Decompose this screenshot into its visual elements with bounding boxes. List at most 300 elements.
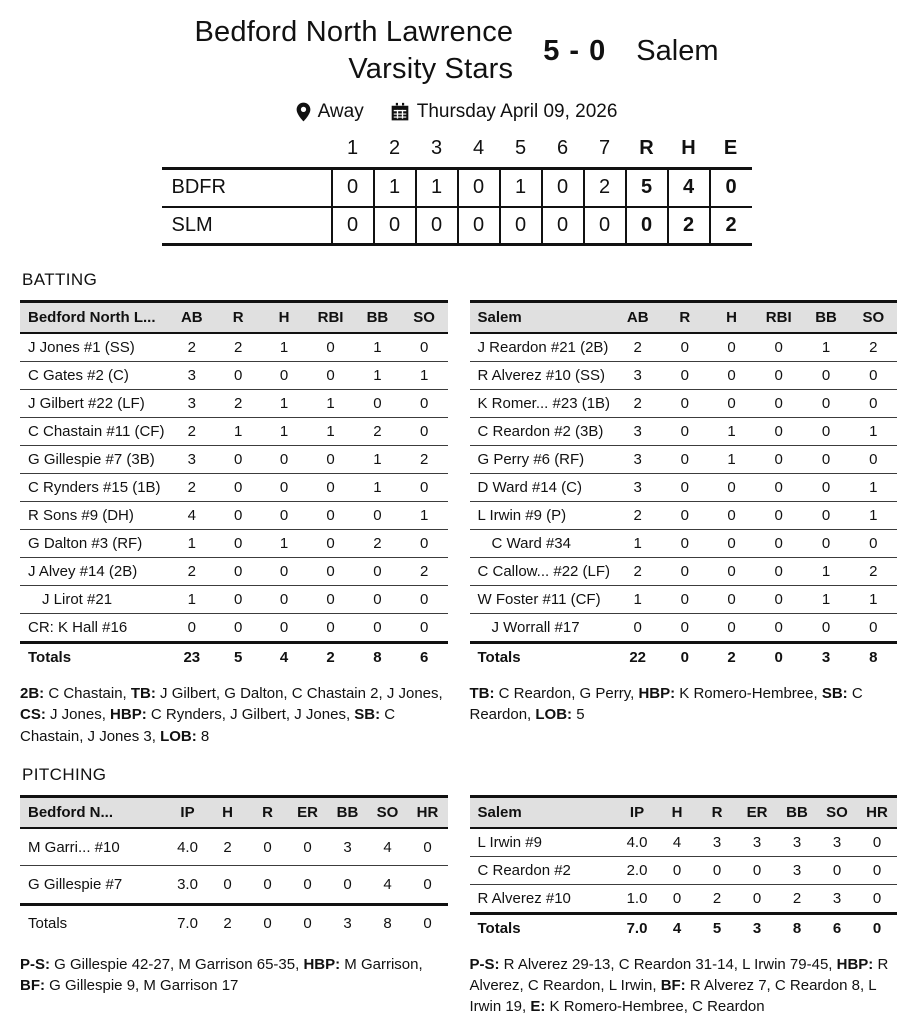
note-label: HBP: [638, 685, 676, 702]
player-name-cell: G Dalton #3 (RF) [20, 530, 168, 558]
stat-col-header: BB [328, 796, 368, 828]
pitching-grid [20, 795, 897, 1018]
stat-col-header: AB [168, 302, 215, 334]
note-label: BF: [660, 977, 686, 995]
player-name-cell: J Reardon #21 (2B) [470, 333, 615, 362]
stat-col-header: H [657, 796, 697, 828]
player-name-cell: C Chastain #11 (CF) [20, 418, 168, 446]
stat-col-header: H [708, 302, 755, 334]
player-name-cell: M Garri... #10 [20, 828, 168, 866]
stat-col-header: SO [817, 796, 857, 828]
stat-cell: 0 [802, 390, 849, 418]
stat-col-header: R [697, 796, 737, 828]
stat-cell: 0 [857, 856, 897, 884]
stat-cell: 1 [802, 558, 849, 586]
stat-cell: 0 [755, 362, 802, 390]
stat-col-header: AB [614, 302, 661, 334]
stat-cell: 0 [755, 446, 802, 474]
stat-cell: 0 [661, 390, 708, 418]
stat-col-header: BB [354, 302, 401, 334]
stat-cell: 0 [354, 558, 401, 586]
stat-cell: 0 [708, 333, 755, 362]
stat-cell: 0 [661, 333, 708, 362]
stat-cell: 2 [168, 333, 215, 362]
stat-cell: 1 [354, 362, 401, 390]
note-label: TB: [130, 685, 156, 702]
table-row [470, 390, 898, 418]
stat-cell: 0 [215, 586, 261, 614]
player-name-cell: L Irwin #9 (P) [470, 502, 615, 530]
final-score: 5 - 0 [543, 34, 607, 67]
linescore-col-header: 5 [500, 137, 542, 169]
totals-stat-cell: 0 [857, 913, 897, 942]
totals-stat-cell: 2 [208, 904, 248, 942]
stat-cell: 0 [215, 502, 261, 530]
stat-cell: 1 [215, 418, 261, 446]
stat-cell: 1 [354, 446, 401, 474]
totals-stat-cell: 4 [261, 643, 307, 672]
note-label: TB: [469, 685, 495, 702]
linescore-cell: 0 [500, 207, 542, 245]
player-name-cell: G Gillespie #7 [20, 866, 168, 904]
table-row [470, 884, 898, 913]
stat-cell: 2 [697, 884, 737, 913]
stat-cell: 0 [248, 828, 288, 866]
stat-cell: 0 [408, 828, 448, 866]
stat-cell: 3 [737, 828, 777, 857]
player-name-cell: C Gates #2 (C) [20, 362, 168, 390]
totals-stat-cell: 8 [850, 643, 897, 672]
stat-cell: 4 [368, 828, 408, 866]
table-row [20, 828, 448, 866]
stat-cell: 1 [850, 418, 897, 446]
stat-cell: 0 [708, 614, 755, 643]
stat-cell: 0 [850, 362, 897, 390]
stat-cell: 0 [307, 614, 354, 643]
stat-cell: 2 [614, 333, 661, 362]
stat-table-head [470, 302, 898, 334]
game-header [0, 0, 913, 123]
stat-cell: 0 [857, 884, 897, 913]
stat-cell: 0 [755, 390, 802, 418]
stat-cell: 0 [661, 474, 708, 502]
stat-cell: 1 [850, 586, 897, 614]
stat-col-header: RBI [755, 302, 802, 334]
stat-cell: 0 [708, 586, 755, 614]
stat-col-header: R [215, 302, 261, 334]
stat-cell: 0 [661, 418, 708, 446]
totals-row [20, 904, 448, 942]
stat-cell: 0 [168, 614, 215, 643]
stat-cell: 3 [614, 418, 661, 446]
stat-cell: 0 [755, 586, 802, 614]
stat-col-header: R [661, 302, 708, 334]
linescore-col-header: 3 [416, 137, 458, 169]
table-row [470, 446, 898, 474]
stat-cell: 0 [261, 362, 307, 390]
stat-cell: 3 [777, 828, 817, 857]
stat-table-body [20, 333, 448, 671]
stat-cell: 3 [614, 362, 661, 390]
stat-table-head [20, 302, 448, 334]
stat-cell: 0 [215, 446, 261, 474]
totals-stat-cell: 2 [307, 643, 354, 672]
totals-stat-cell: 0 [661, 643, 708, 672]
stat-cell: 0 [307, 362, 354, 390]
stat-cell: 0 [755, 418, 802, 446]
totals-stat-cell: 5 [215, 643, 261, 672]
team-header-cell: Salem [470, 302, 615, 334]
stat-cell: 0 [401, 333, 448, 362]
linescore-header-row [162, 137, 752, 169]
player-name-cell: J Worrall #17 [470, 614, 615, 643]
stat-table-body [470, 828, 898, 942]
note-label: E: [530, 998, 546, 1016]
stat-cell: 2.0 [617, 856, 657, 884]
stat-cell: 2 [354, 418, 401, 446]
stat-cell: 1 [614, 586, 661, 614]
stat-cell: 0 [755, 474, 802, 502]
team-header-cell: Bedford North L... [20, 302, 168, 334]
stat-cell: 0 [208, 866, 248, 904]
linescore-col-header: 1 [332, 137, 374, 169]
linescore-cell: 0 [458, 169, 500, 207]
location-pin-icon [296, 102, 311, 122]
date-label: Thursday April 09, 2026 [416, 101, 618, 122]
player-name-cell: C Ward #34 [470, 530, 615, 558]
stat-cell: 0 [307, 502, 354, 530]
stat-col-header: SO [368, 796, 408, 828]
totals-label-cell: Totals [20, 904, 168, 942]
stat-cell: 0 [261, 614, 307, 643]
linescore-cell: 1 [416, 169, 458, 207]
note-label: 2B: [20, 685, 45, 702]
totals-stat-cell: 4 [657, 913, 697, 942]
player-name-cell: R Sons #9 (DH) [20, 502, 168, 530]
batting-table-away [20, 300, 448, 671]
player-name-cell: L Irwin #9 [470, 828, 618, 857]
stat-col-header: ER [288, 796, 328, 828]
stat-cell: 0 [401, 614, 448, 643]
linescore-cell: 4 [668, 169, 710, 207]
stat-col-header: H [208, 796, 248, 828]
linescore-col-header: E [710, 137, 752, 169]
stat-cell: 0 [737, 884, 777, 913]
stat-cell: 0 [261, 474, 307, 502]
table-row [470, 856, 898, 884]
stat-cell: 1 [401, 362, 448, 390]
stat-cell: 1 [261, 418, 307, 446]
linescore-cell: 0 [542, 169, 584, 207]
pitching-notes-home: P-S: R Alverez 29-13, C Reardon 31-14, L Irwin 79-45, HBP: R Alverez, C Reardon, L Irwin, BF: R Alverez 7, C Reardon 8, L Irwin 19, E: K Romero-Hembree, C Reardon [469, 955, 889, 1016]
stat-cell: 4 [657, 828, 697, 857]
stat-cell: 3 [777, 856, 817, 884]
stat-cell: 0 [697, 856, 737, 884]
table-row [20, 866, 448, 904]
linescore-cell: 0 [710, 169, 752, 207]
stat-col-header: ER [737, 796, 777, 828]
totals-label-cell: Totals [470, 913, 618, 942]
stat-cell: 3 [697, 828, 737, 857]
totals-stat-cell: 6 [817, 913, 857, 942]
stat-cell: 0 [661, 502, 708, 530]
stat-cell: 2 [168, 558, 215, 586]
stat-cell: 3 [168, 362, 215, 390]
stat-cell: 3 [817, 828, 857, 857]
stat-cell: 2 [354, 530, 401, 558]
stat-cell: 0 [755, 614, 802, 643]
stat-table-body [20, 828, 448, 942]
totals-stat-cell: 0 [408, 904, 448, 942]
totals-stat-cell: 3 [737, 913, 777, 942]
stat-header-row [20, 796, 448, 828]
home-team-name: Salem [636, 34, 719, 67]
linescore-col-header: 4 [458, 137, 500, 169]
linescore-col-header: 2 [374, 137, 416, 169]
stat-cell: 0 [307, 474, 354, 502]
stat-cell: 0 [401, 586, 448, 614]
note-label: P-S: [469, 955, 500, 973]
stat-cell: 1 [708, 418, 755, 446]
table-row [470, 558, 898, 586]
away-team-name-line1: Bedford North Lawrence [194, 16, 514, 48]
stat-cell: 3 [614, 474, 661, 502]
note-label: SB: [821, 685, 848, 702]
stat-cell: 0 [708, 502, 755, 530]
stat-cell: 0 [354, 614, 401, 643]
stat-cell: 0 [661, 362, 708, 390]
stat-cell: 0 [354, 502, 401, 530]
stat-cell: 2 [208, 828, 248, 866]
stat-cell: 3 [168, 446, 215, 474]
stat-cell: 2 [215, 390, 261, 418]
stat-cell: 2 [777, 884, 817, 913]
player-name-cell: C Reardon #2 [470, 856, 618, 884]
stat-cell: 0 [755, 530, 802, 558]
stat-cell: 0 [755, 558, 802, 586]
stat-cell: 0 [307, 558, 354, 586]
linescore-cell: 0 [416, 207, 458, 245]
stat-col-header: HR [408, 796, 448, 828]
stat-cell: 0 [261, 502, 307, 530]
stat-cell: 1 [261, 530, 307, 558]
totals-stat-cell: 23 [168, 643, 215, 672]
totals-stat-cell: 2 [708, 643, 755, 672]
stat-cell: 1 [307, 390, 354, 418]
stat-cell: 0 [802, 418, 849, 446]
batting-section-label: BATTING [22, 270, 98, 289]
stat-cell: 0 [755, 333, 802, 362]
linescore-table [162, 137, 752, 246]
stat-cell: 0 [817, 856, 857, 884]
linescore-col-header: 6 [542, 137, 584, 169]
linescore-row [162, 207, 752, 245]
pitching-section [0, 765, 913, 1018]
batting-table-home [470, 300, 898, 671]
stat-col-header: RBI [307, 302, 354, 334]
stat-cell: 1 [261, 333, 307, 362]
note-label: LOB: [535, 706, 573, 724]
table-row [20, 333, 448, 362]
pitching-table-away [20, 795, 448, 942]
linescore-cell: 0 [332, 207, 374, 245]
location-label: Away [317, 101, 364, 122]
stat-cell: 4 [368, 866, 408, 904]
table-row [20, 418, 448, 446]
stat-cell: 0 [661, 586, 708, 614]
totals-stat-cell: 8 [368, 904, 408, 942]
linescore-team-col-header [162, 137, 332, 169]
totals-row [470, 643, 898, 672]
stat-cell: 0 [215, 530, 261, 558]
table-row [20, 502, 448, 530]
stat-col-header: IP [617, 796, 657, 828]
totals-stat-cell: 0 [288, 904, 328, 942]
stat-cell: 0 [857, 828, 897, 857]
team-header-cell: Salem [470, 796, 618, 828]
stat-cell: 0 [215, 558, 261, 586]
player-name-cell: G Perry #6 (RF) [470, 446, 615, 474]
stat-cell: 1 [168, 530, 215, 558]
stat-cell: 4.0 [168, 828, 208, 866]
stat-cell: 0 [661, 614, 708, 643]
table-row [20, 530, 448, 558]
stat-table-body [470, 333, 898, 671]
note-label: BF: [20, 977, 45, 995]
batting-notes-away: 2B: C Chastain, TB: J Gilbert, G Dalton, C Chastain 2, J Jones, CS: J Jones, HBP: C Rynders, J Gilbert, J Jones, SB: C Chastain, J Jones 3, LOB: 8 [20, 685, 443, 745]
stat-cell: 0 [288, 866, 328, 904]
stat-cell: 1 [614, 530, 661, 558]
batting-notes-home: TB: C Reardon, G Perry, HBP: K Romero-Hembree, SB: C Reardon, LOB: 5 [469, 685, 863, 724]
stat-cell: 0 [401, 418, 448, 446]
table-row [470, 614, 898, 643]
stat-cell: 2 [614, 558, 661, 586]
stat-cell: 2 [850, 558, 897, 586]
player-name-cell: K Romer... #23 (1B) [470, 390, 615, 418]
totals-stat-cell: 7.0 [617, 913, 657, 942]
totals-row [470, 913, 898, 942]
stat-cell: 1 [261, 390, 307, 418]
linescore-cell: 1 [374, 169, 416, 207]
stat-cell: 0 [307, 530, 354, 558]
stat-cell: 0 [802, 474, 849, 502]
stat-cell: 3 [817, 884, 857, 913]
linescore-cell: 2 [584, 169, 626, 207]
table-row [470, 502, 898, 530]
date-item [390, 101, 618, 123]
stat-cell: 0 [307, 446, 354, 474]
table-row [470, 530, 898, 558]
batting-section [0, 270, 913, 747]
stat-cell: 0 [657, 856, 697, 884]
stat-cell: 3.0 [168, 866, 208, 904]
note-label: LOB: [160, 727, 197, 745]
location-item [296, 101, 364, 123]
stat-cell: 0 [657, 884, 697, 913]
player-name-cell: C Rynders #15 (1B) [20, 474, 168, 502]
stat-cell: 2 [401, 446, 448, 474]
player-name-cell: G Gillespie #7 (3B) [20, 446, 168, 474]
player-name-cell: J Alvey #14 (2B) [20, 558, 168, 586]
stat-cell: 0 [850, 614, 897, 643]
stat-cell: 0 [802, 446, 849, 474]
stat-col-header: R [248, 796, 288, 828]
stat-col-header: IP [168, 796, 208, 828]
stat-cell: 1 [708, 446, 755, 474]
stat-col-header: BB [777, 796, 817, 828]
stat-header-row [470, 302, 898, 334]
table-row [470, 333, 898, 362]
stat-cell: 0 [850, 530, 897, 558]
stat-cell: 0 [401, 474, 448, 502]
stat-cell: 0 [661, 558, 708, 586]
table-row [20, 558, 448, 586]
totals-stat-cell: 6 [401, 643, 448, 672]
stat-cell: 1 [401, 502, 448, 530]
totals-stat-cell: 8 [354, 643, 401, 672]
stat-cell: 0 [354, 586, 401, 614]
totals-stat-cell: 7.0 [168, 904, 208, 942]
stat-cell: 1 [850, 502, 897, 530]
stat-cell: 1 [307, 418, 354, 446]
stat-cell: 4 [168, 502, 215, 530]
linescore-cell: 5 [626, 169, 668, 207]
linescore-cell: 2 [710, 207, 752, 245]
linescore-cell: 0 [584, 207, 626, 245]
stat-cell: 0 [708, 362, 755, 390]
stat-cell: 0 [401, 530, 448, 558]
stat-cell: 0 [802, 362, 849, 390]
stat-cell: 3 [168, 390, 215, 418]
totals-stat-cell: 0 [248, 904, 288, 942]
stat-cell: 1 [850, 474, 897, 502]
stat-cell: 0 [248, 866, 288, 904]
batting-grid [20, 300, 897, 747]
stat-col-header: H [261, 302, 307, 334]
stat-col-header: SO [401, 302, 448, 334]
table-row [20, 586, 448, 614]
table-row [470, 418, 898, 446]
linescore-cell: 2 [668, 207, 710, 245]
stat-cell: 2 [168, 474, 215, 502]
note-label: CS: [20, 706, 46, 724]
note-label: HBP: [836, 955, 874, 973]
linescore-cell: 0 [332, 169, 374, 207]
stat-cell: 2 [850, 333, 897, 362]
totals-label-cell: Totals [470, 643, 615, 672]
stat-cell: 0 [261, 558, 307, 586]
stat-cell: 0 [215, 474, 261, 502]
scoreline [0, 14, 913, 88]
table-row [20, 446, 448, 474]
note-label: HBP: [303, 955, 341, 973]
player-name-cell: D Ward #14 (C) [470, 474, 615, 502]
linescore-team-abbr: BDFR [171, 176, 226, 199]
pitching-notes-away: P-S: G Gillespie 42-27, M Garrison 65-35, HBP: M Garrison, BF: G Gillespie 9, M Garrison 17 [20, 955, 423, 995]
stat-cell: 0 [261, 586, 307, 614]
player-name-cell: J Gilbert #22 (LF) [20, 390, 168, 418]
player-name-cell: W Foster #11 (CF) [470, 586, 615, 614]
stat-cell: 0 [737, 856, 777, 884]
stat-cell: 0 [850, 390, 897, 418]
table-row [20, 390, 448, 418]
table-row [20, 362, 448, 390]
table-row [470, 828, 898, 857]
stat-cell: 0 [401, 390, 448, 418]
pitching-table-home [470, 795, 898, 942]
table-row [20, 614, 448, 643]
note-label: HBP: [110, 706, 147, 724]
